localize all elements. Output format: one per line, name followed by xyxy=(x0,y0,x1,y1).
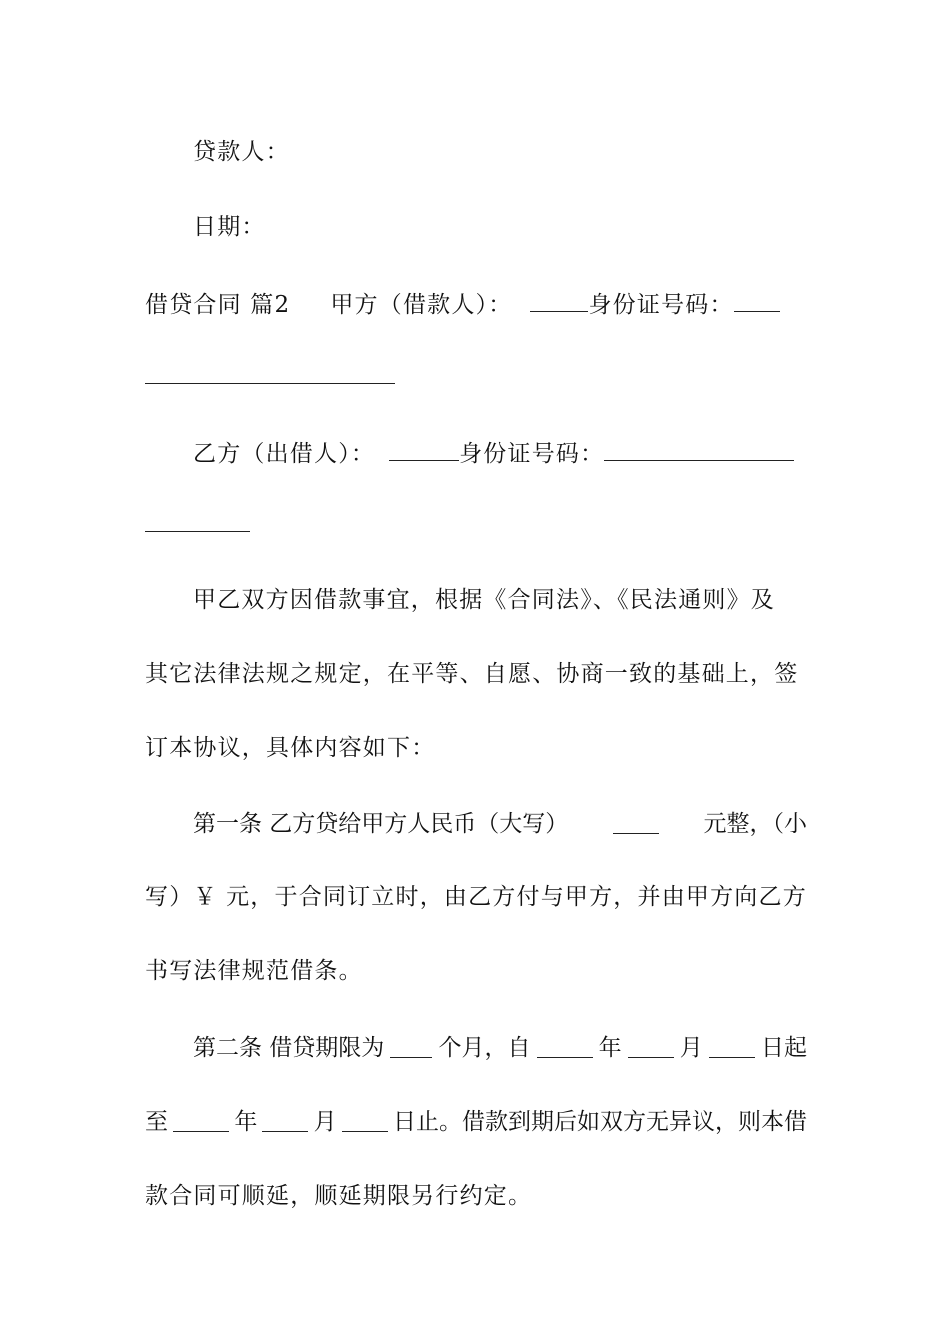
date-label: 日期： xyxy=(193,214,266,240)
end-day-label: 日止。借款到期后如双方无异议，则本借 xyxy=(392,1109,807,1135)
party-b-line xyxy=(193,436,807,469)
months-blank xyxy=(390,1033,432,1058)
end-month-blank xyxy=(262,1107,308,1132)
party-a-name-blank xyxy=(530,287,588,312)
end-year-label: 年 xyxy=(234,1109,258,1135)
start-month-label: 月 xyxy=(679,1035,703,1061)
party-b-label: 乙方（出借人）： xyxy=(193,441,376,467)
start-month-blank xyxy=(628,1033,674,1058)
article-1-line-1 xyxy=(193,809,807,839)
party-b-id-blank-continued xyxy=(145,531,250,532)
party-a-label: 甲方（借款人）： xyxy=(330,292,513,318)
end-day-blank xyxy=(342,1107,388,1132)
party-b-name-blank xyxy=(389,436,459,461)
party-a-line xyxy=(145,287,807,320)
intro-line-3: 订本协议，具体内容如下： xyxy=(145,735,436,761)
start-year-blank xyxy=(537,1033,593,1058)
contract-heading: 借贷合同 篇2 xyxy=(145,292,291,318)
end-year-blank xyxy=(173,1107,229,1132)
months-from-label: 个月，自 xyxy=(438,1035,531,1061)
party-b-id-blank xyxy=(604,436,794,461)
article-2-line-3: 款合同可顺延，顺延期限另行约定。 xyxy=(145,1183,533,1209)
end-month-label: 月 xyxy=(313,1109,337,1135)
article-1-amount-label: 第一条 乙方贷给甲方人民币（大写） xyxy=(193,811,569,837)
intro-line-1: 甲乙双方因借款事宜，根据《合同法》、《民法通则》及 xyxy=(193,587,775,613)
article-1-line-3: 书写法律规范借条。 xyxy=(145,958,363,984)
until-label: 至 xyxy=(145,1109,168,1135)
start-day-label: 日起 xyxy=(760,1035,807,1061)
party-a-id-blank-continued xyxy=(145,383,395,384)
party-a-id-label: 身份证号码： xyxy=(588,292,734,318)
loan-term-label: 第二条 借贷期限为 xyxy=(193,1035,385,1061)
article-2-line-1 xyxy=(193,1033,807,1063)
party-a-id-blank xyxy=(734,287,780,312)
party-b-id-label: 身份证号码： xyxy=(459,441,605,467)
amount-in-words-blank xyxy=(613,809,659,834)
article-1-line-2: 写）￥ 元，于合同订立时，由乙方付与甲方，并由甲方向乙方 xyxy=(145,884,807,910)
article-2-line-2 xyxy=(145,1107,807,1137)
start-day-blank xyxy=(709,1033,755,1058)
article-1-amount-suffix: 元整，（小 xyxy=(703,811,807,837)
lender-signature-label: 贷款人： xyxy=(193,139,290,165)
start-year-label: 年 xyxy=(598,1035,622,1061)
intro-line-2: 其它法律法规之规定，在平等、自愿、协商一致的基础上，签 xyxy=(145,661,799,687)
